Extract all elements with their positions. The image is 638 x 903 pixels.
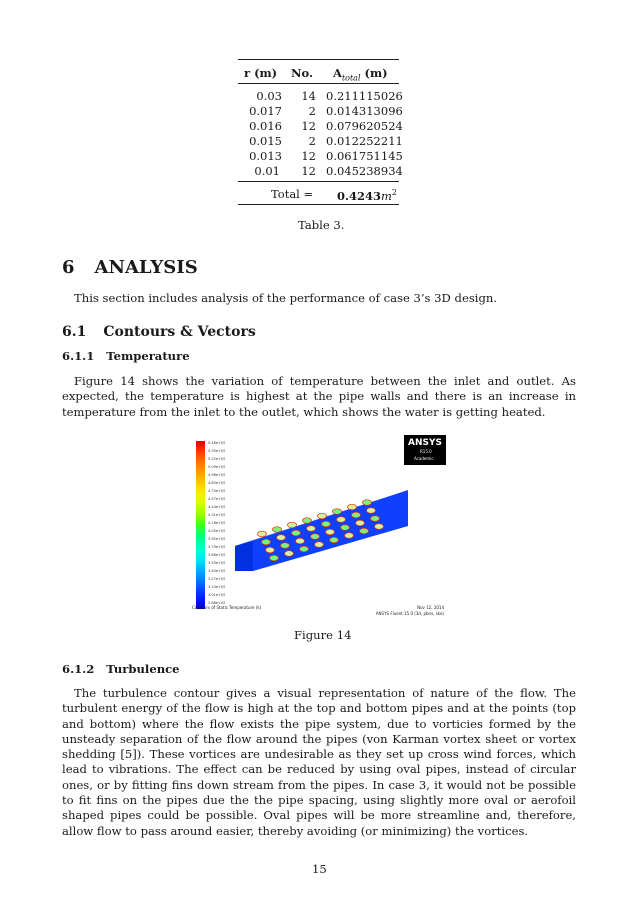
table-header-no: No. (291, 66, 313, 80)
cell-no: 2 (308, 104, 316, 118)
figure-footer-left: Contours of Static Temperature (k) (192, 605, 262, 610)
section-title: ANALYSIS (94, 257, 198, 278)
legend-tick-label: 4.96e+02 (208, 473, 226, 477)
pipe-cross-section (375, 524, 384, 530)
total-unit: m (381, 188, 392, 203)
figure-footer-date: Nov 12, 2014 (417, 605, 444, 610)
color-legend-bar (196, 441, 205, 609)
pipe-cross-section (318, 513, 327, 519)
subsection-title: Contours & Vectors (103, 324, 256, 340)
subsubsection-title: Temperature (106, 349, 190, 363)
legend-tick-label: 4.18e+02 (208, 521, 226, 525)
pipe-cross-section (266, 547, 275, 553)
area-symbol: A (333, 66, 342, 80)
legend-tick-label: 5.09e+02 (208, 465, 226, 469)
pipe-cross-section (307, 526, 316, 532)
figure-caption: Figure 14 (294, 628, 352, 642)
pipe-cross-section (296, 538, 305, 544)
area-subscript: total (341, 73, 361, 83)
pipe-cross-section (311, 534, 320, 540)
cell-r: 0.015 (249, 134, 282, 148)
pipe-cross-section (262, 539, 271, 545)
cell-no: 12 (301, 149, 316, 163)
pipe-cross-section (281, 543, 290, 549)
table-total-label: Total = (271, 187, 314, 201)
subsubsection-title: Turbulence (106, 662, 180, 676)
figure-footer-right: ANSYS Fluent 15.0 (3d, pbns, ske) (375, 611, 444, 616)
subsubsection-heading-temperature (62, 349, 190, 363)
legend-tick-label: 3.79e+02 (208, 545, 226, 549)
cell-r: 0.013 (249, 149, 282, 163)
section-heading (62, 257, 198, 278)
pipe-cross-section (258, 531, 267, 537)
pipe-cross-section (315, 542, 324, 548)
cell-area: 0.079620524 (326, 119, 403, 133)
legend-tick-label: 5.35e+02 (208, 449, 226, 453)
turbulence-paragraph: The turbulence contour gives a visual representation of nature of the flow. The turbulent energy of the flow is high at the top and bottom pipes and at the points (top and bottom) where the flow exists the pipe system, due to vorticies formed by the unsteady separation of the flow around the pipes (von Karman vortex sheet or vortex shedding [5]). These vortices are undesirable as they set up cross wind forces, which lead to vibrations. The effect can be reduced by using oval pipes, instead of circular ones, or by fitting fins down stream from the pipes. In case 3, it would not be possible to fit fins on the pipes due the the pipe spacing, using slightly more oval or aerofoil shaped pipes could be possible. Oval pipes will be more streamline and, therefore, allow flow to pass around easier, thereby avoiding (or minimizing) the vortices. (62, 686, 576, 838)
logo-version: R15.0 (420, 449, 432, 454)
pipe-cross-section (273, 527, 282, 533)
table-header-r: r (m) (244, 66, 278, 80)
area-unit: (m) (360, 66, 388, 80)
pipe-cross-section (367, 508, 376, 514)
cell-no: 12 (301, 119, 316, 133)
pipe-cross-section (277, 535, 286, 541)
cell-area: 0.012252211 (326, 134, 403, 148)
pipe-cross-section (345, 533, 354, 539)
legend-tick-label: 3.01e+02 (208, 593, 226, 597)
legend-tick-label: 3.40e+02 (208, 569, 226, 573)
legend-tick-label: 3.14e+02 (208, 585, 226, 589)
subsection-number: 6.1 (62, 324, 87, 340)
subsubsection-number: 6.1.2 (62, 662, 95, 676)
pipe-cross-section (330, 537, 339, 543)
page-number: 15 (312, 862, 327, 876)
subsubsection-heading-turbulence (62, 662, 180, 676)
legend-tick-label: 3.92e+02 (208, 537, 226, 541)
legend-tick-label: 2.88e+02 (208, 601, 226, 605)
pipe-cross-section (341, 525, 350, 531)
legend-tick-label: 4.44e+02 (208, 505, 226, 509)
ansys-logo (404, 435, 446, 465)
table-total-value (337, 186, 397, 203)
subsubsection-number: 6.1.1 (62, 349, 95, 363)
section-number: 6 (62, 257, 75, 278)
cell-no: 2 (308, 134, 316, 148)
legend-tick-label: 4.83e+02 (208, 481, 226, 485)
legend-tick-label: 3.66e+02 (208, 553, 226, 557)
logo-sub: Academic (414, 456, 434, 461)
legend-tick-label: 4.05e+02 (208, 529, 226, 533)
temperature-paragraph: Figure 14 shows the variation of temperature between the inlet and outlet. As expected, the temperature is highest at the pipe walls and there is an increase in temperature from the inlet to the outlet, which shows the water is getting heated. (62, 374, 576, 419)
legend-tick-label: 4.70e+02 (208, 489, 226, 493)
pipe-cross-section (300, 546, 309, 552)
total-number: 0.4243 (337, 188, 382, 203)
pipe-cross-section (352, 512, 361, 518)
pipe-cross-section (371, 516, 380, 522)
pipe-cross-section (303, 518, 312, 524)
pipe-cross-section (292, 530, 301, 536)
pipe-cross-section (326, 529, 335, 535)
legend-tick-label: 3.27e+02 (208, 577, 226, 581)
table-caption: Table 3. (298, 218, 345, 232)
legend-tick-label: 5.22e+02 (208, 457, 226, 461)
cell-area: 0.014313096 (326, 104, 403, 118)
pipe-cross-section (363, 500, 372, 506)
pipe-cross-section (356, 520, 365, 526)
cell-no: 12 (301, 164, 316, 178)
legend-tick-label: 4.57e+02 (208, 497, 226, 501)
legend-tick-label: 5.48e+02 (208, 441, 226, 445)
cell-area: 0.061751145 (326, 149, 403, 163)
pipe-cross-section (285, 551, 294, 557)
subsection-heading (62, 324, 256, 340)
legend-tick-label: 3.53e+02 (208, 561, 226, 565)
table-top-rule (238, 59, 399, 60)
cell-r: 0.03 (256, 89, 282, 103)
logo-main-text: ANSYS (408, 438, 442, 448)
total-exponent: 2 (391, 188, 398, 197)
pipe-cross-section (348, 504, 357, 510)
table-total-rule (238, 181, 399, 182)
pipe-cross-section (270, 555, 279, 561)
cell-r: 0.01 (254, 164, 280, 178)
cell-r: 0.016 (249, 119, 282, 133)
pipe-domain-render (230, 486, 410, 571)
cell-area: 0.211115026 (326, 89, 403, 103)
pipe-cross-section (288, 522, 297, 528)
temperature-contour-figure (190, 431, 450, 620)
pipe-cross-section (337, 517, 346, 523)
table-header-rule (238, 83, 399, 84)
table-bottom-rule (238, 204, 399, 205)
section-intro: This section includes analysis of the performance of case 3’s 3D design. (74, 291, 498, 305)
cell-no: 14 (301, 89, 316, 103)
cell-area: 0.045238934 (326, 164, 403, 178)
pipe-cross-section (322, 521, 331, 527)
legend-tick-label: 4.31e+02 (208, 513, 226, 517)
cell-r: 0.017 (249, 104, 282, 118)
pipe-cross-section (360, 528, 369, 534)
pipe-cross-section (333, 509, 342, 515)
